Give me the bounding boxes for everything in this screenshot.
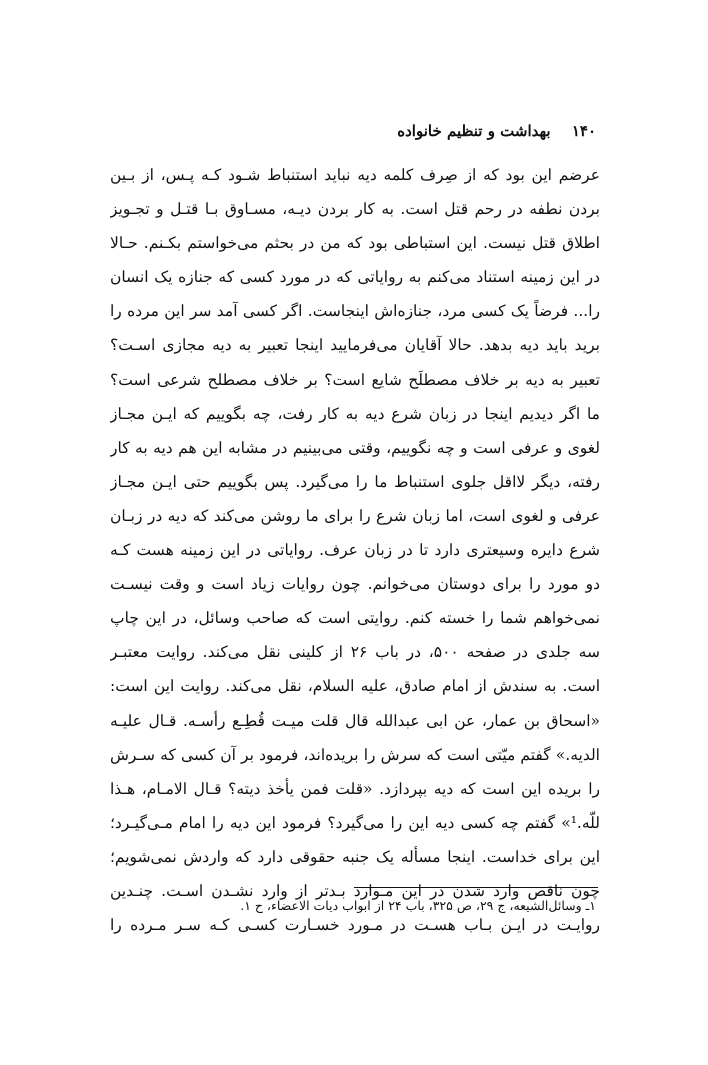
text-line: شرع دایره وسیعتری دارد تا در زبان عرف. روایاتی در این زمینه هست کـه: [110, 541, 600, 560]
text-line: برید باید دیه بدهد. حالا آقایان می‌فرمایید اینجا تعبیر به دیه مجازی اسـت؟: [110, 336, 600, 355]
text-line: للّه.¹» گفتم چه کسی دیه این را می‌گیرد؟ فرمود این دیه را امام مـی‌گیـرد؛: [110, 813, 600, 832]
text-line: است. به سندش از امام صادق، علیه السلام، نقل می‌کند. روایت این است:: [110, 677, 600, 696]
text-line: دو مورد را برای دوستان می‌خوانم. چون روایات زیاد است و وقت نیسـت: [110, 575, 600, 594]
footnote: ۱ـ وسائل‌الشیعه، ج ۲۹، ص ۳۲۵، باب ۲۴ از ابواب دیات الاعضاء، ح ۱.: [240, 898, 596, 913]
book-title: بهداشت و تنظیم خانواده: [397, 122, 551, 140]
text-line: عرضم این بود که از صِرف کلمه دیه نباید استنباط شـود کـه پـس، از بـین: [110, 166, 600, 184]
text-line: را بریده این است که دیه بپردازد. «قلت فمن یأخذ دیته؟ قـال الامـام، هـذا: [110, 779, 600, 798]
footnote-divider: [354, 887, 598, 888]
text-line: روایـت در ایـن بـاب هسـت در مـورد خسـارت کسـی کـه سـر مـرده را: [110, 916, 600, 935]
text-line: سه جلدی در صفحه ۵۰۰، در باب ۲۶ از کلینی نقل می‌کند. روایت معتبـر: [110, 643, 600, 662]
text-line: الدیه.» گفتم میّتی است که سرش را بریده‌اند، فرمود بر آن کسی که سـرش: [110, 745, 600, 764]
text-line: لغوی و عرفی است و چه نگوییم، وقتی می‌بینیم در مشابه این هم دیه به کار: [110, 438, 600, 457]
text-line: رفته، دیگر لااقل جلوی استنباط ما را می‌گیرد. پس بگوییم حتی ایـن مجـاز: [110, 472, 600, 491]
text-line: در این زمینه استناد می‌کنم به روایاتی که در مورد کسی که جنازه یک انسان: [110, 268, 600, 287]
text-line: ما اگر دیدیم اینجا در زبان شرع دیه به کار رفت، چه بگوییم که ایـن مجـاز: [110, 404, 600, 423]
body-text: [110, 158, 600, 942]
text-line: این برای خداست. اینجا مسأله یک جنبه حقوقی دارد که واردش نمی‌شویم؛: [110, 847, 600, 866]
running-head: [397, 122, 596, 140]
text-line: را... فرضاً یک کسی مرد، جنازه‌اش اینجاست. اگر کسی آمد سر این مرده را: [110, 302, 600, 321]
text-line: تعبیر به دیه بر خلاف مصطلَح شایع است؟ بر خلاف مصطلح شرعی است؟: [110, 370, 600, 389]
text-line: چون ناقص وارد شدن در این مـوارد بـدتر از وارد نشـدن اسـت. چنـدین: [110, 881, 600, 900]
text-line: نمی‌خواهم شما را خسته کنم. روایتی است که صاحب وسائل، در این چاپ: [110, 609, 600, 628]
text-line: اطلاق قتل نیست. این استباطی بود که من در بحثم می‌خواستم بکـنم. حـالا: [110, 234, 600, 253]
page-number: ۱۴۰: [571, 122, 596, 140]
text-line: بردن نطفه در رحم قتل است. به کار بردن دیـه، مسـاوق بـا قتـل و تجـویز: [110, 200, 600, 219]
text-line: عرفی و لغوی است، اما زبان شرع را برای ما روشن می‌کند که دیه در زبـان: [110, 506, 600, 525]
text-line: «اسحاق بن عمار، عن ابی عبدالله قال قلت میـت قُطِـع رأسـه. قـال علیـه: [110, 711, 600, 730]
